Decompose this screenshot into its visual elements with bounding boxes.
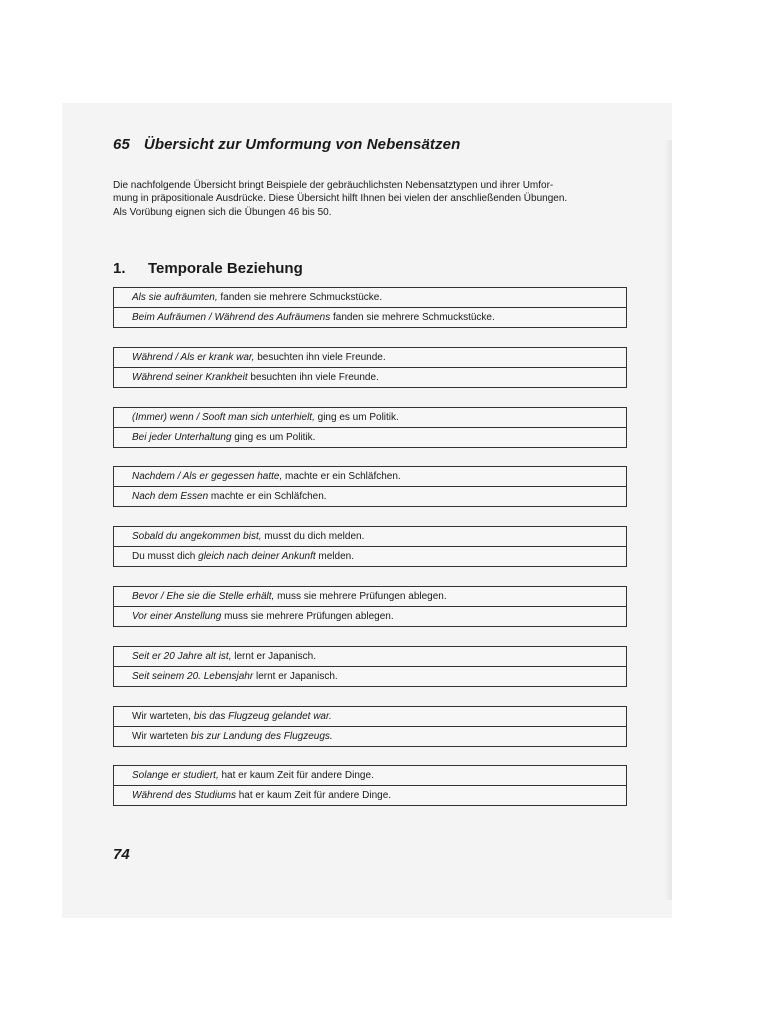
- highlighted-phrase: Seit seinem 20. Lebensjahr: [132, 671, 254, 682]
- example-box: [113, 646, 627, 687]
- page-edge-shadow: [664, 140, 672, 900]
- subordinate-clause-sentence: [114, 707, 626, 726]
- sentence-text: lernt er Japanisch.: [231, 651, 316, 662]
- sentence-text: melden.: [315, 551, 354, 562]
- sentence-text: fanden sie mehrere Schmuckstücke.: [330, 312, 495, 323]
- sentence-text: Wir warteten: [132, 731, 191, 742]
- highlighted-phrase: Solange er studiert,: [132, 770, 219, 781]
- highlighted-phrase: Beim Aufräumen / Während des Aufräumens: [132, 312, 331, 323]
- highlighted-phrase: Sobald du angekommen bist,: [132, 531, 262, 542]
- page-number: 74: [113, 846, 130, 863]
- section-number: 1.: [113, 260, 126, 277]
- intro-line: Die nachfolgende Übersicht bringt Beispiele der gebräuchlichsten Nebensatztypen und ihrer Umfor-: [113, 180, 554, 191]
- highlighted-phrase: Seit er 20 Jahre alt ist,: [132, 651, 232, 662]
- subordinate-clause-sentence: [114, 647, 626, 666]
- subordinate-clause-sentence: [114, 527, 626, 546]
- example-box: [113, 407, 627, 448]
- prepositional-phrase-sentence: [114, 427, 626, 447]
- sentence-text: ging es um Politik.: [314, 412, 399, 423]
- prepositional-phrase-sentence: [114, 606, 626, 626]
- chapter-heading: [113, 136, 460, 153]
- prepositional-phrase-sentence: [114, 726, 626, 746]
- example-box: [113, 526, 627, 567]
- example-box: [113, 287, 627, 328]
- example-box: [113, 466, 627, 507]
- subordinate-clause-sentence: [114, 408, 626, 427]
- sentence-text: besuchten ihn viele Freunde.: [254, 352, 386, 363]
- section-heading: [113, 260, 303, 277]
- highlighted-phrase: Während / Als er krank war,: [132, 352, 255, 363]
- chapter-number: 65: [113, 136, 130, 153]
- sentence-text: hat er kaum Zeit für andere Dinge.: [218, 770, 374, 781]
- subordinate-clause-sentence: [114, 587, 626, 606]
- subordinate-clause-sentence: [114, 766, 626, 785]
- intro-paragraph: [113, 179, 628, 219]
- example-box: [113, 706, 627, 747]
- intro-line: Als Vorübung eignen sich die Übungen 46 bis 50.: [113, 206, 332, 218]
- prepositional-phrase-sentence: [114, 546, 626, 566]
- highlighted-phrase: Während seiner Krankheit: [132, 372, 248, 383]
- prepositional-phrase-sentence: [114, 666, 626, 686]
- highlighted-phrase: Nach dem Essen: [132, 491, 209, 502]
- prepositional-phrase-sentence: [114, 785, 626, 805]
- subordinate-clause-sentence: [114, 348, 626, 367]
- sentence-text: hat er kaum Zeit für andere Dinge.: [235, 790, 392, 801]
- sentence-text: Wir warteten,: [132, 711, 194, 722]
- highlighted-phrase: bis das Flugzeug gelandet war.: [193, 711, 332, 722]
- example-box: [113, 586, 627, 627]
- subordinate-clause-sentence: [114, 288, 626, 307]
- highlighted-phrase: Vor einer Anstellung: [132, 611, 222, 622]
- section-title: Temporale Beziehung: [148, 260, 303, 277]
- highlighted-phrase: Nachdem / Als er gegessen hatte,: [132, 471, 283, 482]
- sentence-text: besuchten ihn viele Freunde.: [247, 372, 379, 383]
- sentence-text: machte er ein Schläfchen.: [208, 491, 327, 502]
- sentence-text: muss sie mehrere Prüfungen ablegen.: [274, 591, 447, 602]
- example-box: [113, 765, 627, 806]
- highlighted-phrase: gleich nach deiner Ankunft: [198, 551, 316, 562]
- highlighted-phrase: Als sie aufräumten,: [132, 292, 218, 303]
- example-box: [113, 347, 627, 388]
- sentence-text: machte er ein Schläfchen.: [282, 471, 401, 482]
- highlighted-phrase: bis zur Landung des Flugzeugs.: [190, 731, 333, 742]
- highlighted-phrase: (Immer) wenn / Sooft man sich unterhielt,: [132, 412, 315, 423]
- sentence-text: lernt er Japanisch.: [253, 671, 338, 682]
- highlighted-phrase: Bei jeder Unterhaltung: [132, 432, 232, 443]
- highlighted-phrase: Bevor / Ehe sie die Stelle erhält,: [132, 591, 275, 602]
- sentence-text: ging es um Politik.: [231, 432, 316, 443]
- prepositional-phrase-sentence: [114, 486, 626, 506]
- sentence-text: Du musst dich: [132, 551, 199, 562]
- prepositional-phrase-sentence: [114, 367, 626, 387]
- intro-line: mung in präpositionale Ausdrücke. Diese Übersicht hilft Ihnen bei vielen der anschließenden Übungen.: [113, 193, 568, 205]
- chapter-title: Übersicht zur Umformung von Nebensätzen: [143, 136, 461, 153]
- prepositional-phrase-sentence: [114, 307, 626, 327]
- sentence-text: musst du dich melden.: [261, 531, 365, 542]
- sentence-text: fanden sie mehrere Schmuckstücke.: [217, 292, 383, 303]
- subordinate-clause-sentence: [114, 467, 626, 486]
- highlighted-phrase: Während des Studiums: [132, 790, 236, 801]
- sentence-text: muss sie mehrere Prüfungen ablegen.: [221, 611, 394, 622]
